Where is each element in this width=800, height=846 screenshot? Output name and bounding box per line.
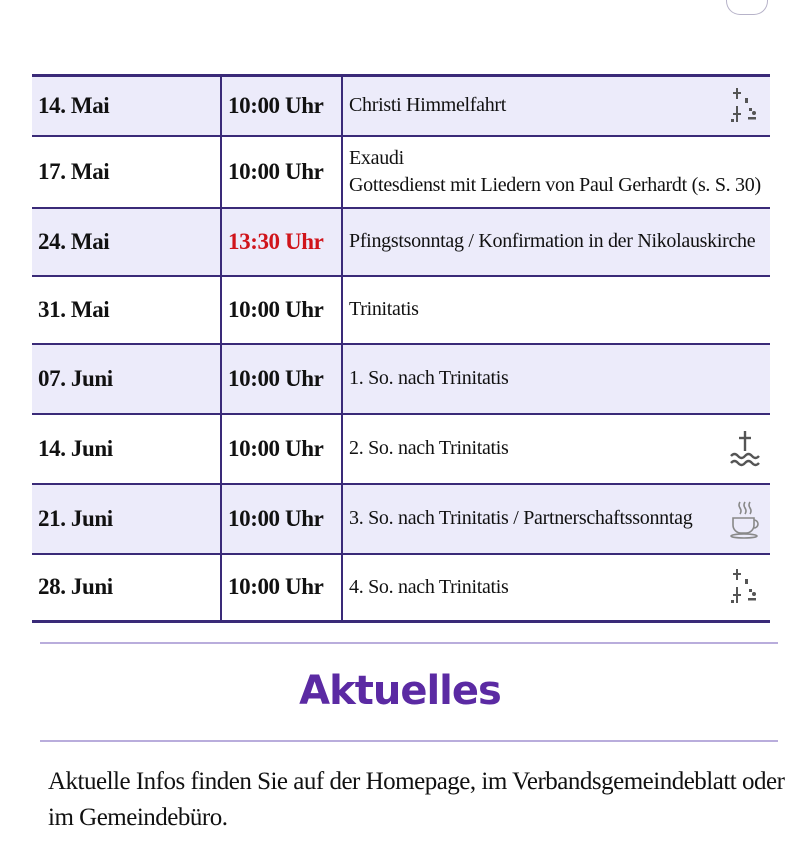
service-time: 10:00 Uhr bbox=[221, 344, 342, 414]
service-description-line: 1. So. nach Trinitatis bbox=[349, 367, 509, 389]
schedule-row bbox=[32, 414, 770, 484]
service-description bbox=[342, 344, 770, 414]
service-time: 10:00 Uhr bbox=[221, 76, 342, 136]
coffee-cup-icon bbox=[728, 499, 762, 539]
service-time: 10:00 Uhr bbox=[221, 276, 342, 344]
schedule-row bbox=[32, 208, 770, 276]
section-divider-bottom bbox=[40, 740, 778, 742]
service-description bbox=[342, 136, 770, 208]
schedule-row bbox=[32, 136, 770, 208]
service-time: 10:00 Uhr bbox=[221, 554, 342, 622]
service-description bbox=[342, 554, 770, 622]
service-description bbox=[342, 208, 770, 276]
service-date: 21. Juni bbox=[32, 484, 221, 554]
service-date: 14. Juni bbox=[32, 414, 221, 484]
service-description-line: 3. So. nach Trinitatis / Partnerschaftssonntag bbox=[349, 507, 693, 529]
service-description bbox=[342, 76, 770, 136]
schedule-row bbox=[32, 76, 770, 136]
schedule-row bbox=[32, 554, 770, 622]
communion-icon bbox=[728, 567, 762, 607]
service-description-line: Pfingstsonntag / Konfirmation in der Nikolauskirche bbox=[349, 230, 756, 252]
service-description-line: Christi Himmelfahrt bbox=[349, 94, 507, 117]
schedule-row bbox=[32, 484, 770, 554]
service-schedule-table bbox=[32, 74, 770, 623]
service-description-line: Trinitatis bbox=[349, 298, 419, 320]
service-description bbox=[342, 276, 770, 344]
service-date: 14. Mai bbox=[32, 76, 221, 136]
service-date: 28. Juni bbox=[32, 554, 221, 622]
schedule-row bbox=[32, 276, 770, 344]
service-description-line: Gottesdienst mit Liedern von Paul Gerhardt (s. S. 30) bbox=[349, 173, 761, 196]
service-description bbox=[342, 414, 770, 484]
communion-icon bbox=[728, 86, 762, 126]
service-date: 31. Mai bbox=[32, 276, 221, 344]
schedule-row bbox=[32, 344, 770, 414]
service-description-line: Exaudi bbox=[349, 146, 404, 169]
section-info-text: Aktuelle Infos finden Sie auf der Homepage, im Verbandsgemeindeblatt oder im Gemeindebüro. bbox=[48, 768, 785, 831]
service-date: 17. Mai bbox=[32, 136, 221, 208]
page-corner-decoration bbox=[726, 0, 768, 15]
service-description bbox=[342, 484, 770, 554]
baptism-icon bbox=[728, 429, 762, 469]
service-date: 24. Mai bbox=[32, 208, 221, 276]
service-time: 10:00 Uhr bbox=[221, 484, 342, 554]
service-description-line: 2. So. nach Trinitatis bbox=[349, 437, 509, 459]
service-description-line: 4. So. nach Trinitatis bbox=[349, 575, 509, 598]
service-time: 10:00 Uhr bbox=[221, 414, 342, 484]
section-divider-top bbox=[40, 642, 778, 644]
section-heading: Aktuelles bbox=[299, 668, 501, 714]
service-time: 10:00 Uhr bbox=[221, 136, 342, 208]
service-time: 13:30 Uhr bbox=[221, 208, 342, 276]
service-date: 07. Juni bbox=[32, 344, 221, 414]
